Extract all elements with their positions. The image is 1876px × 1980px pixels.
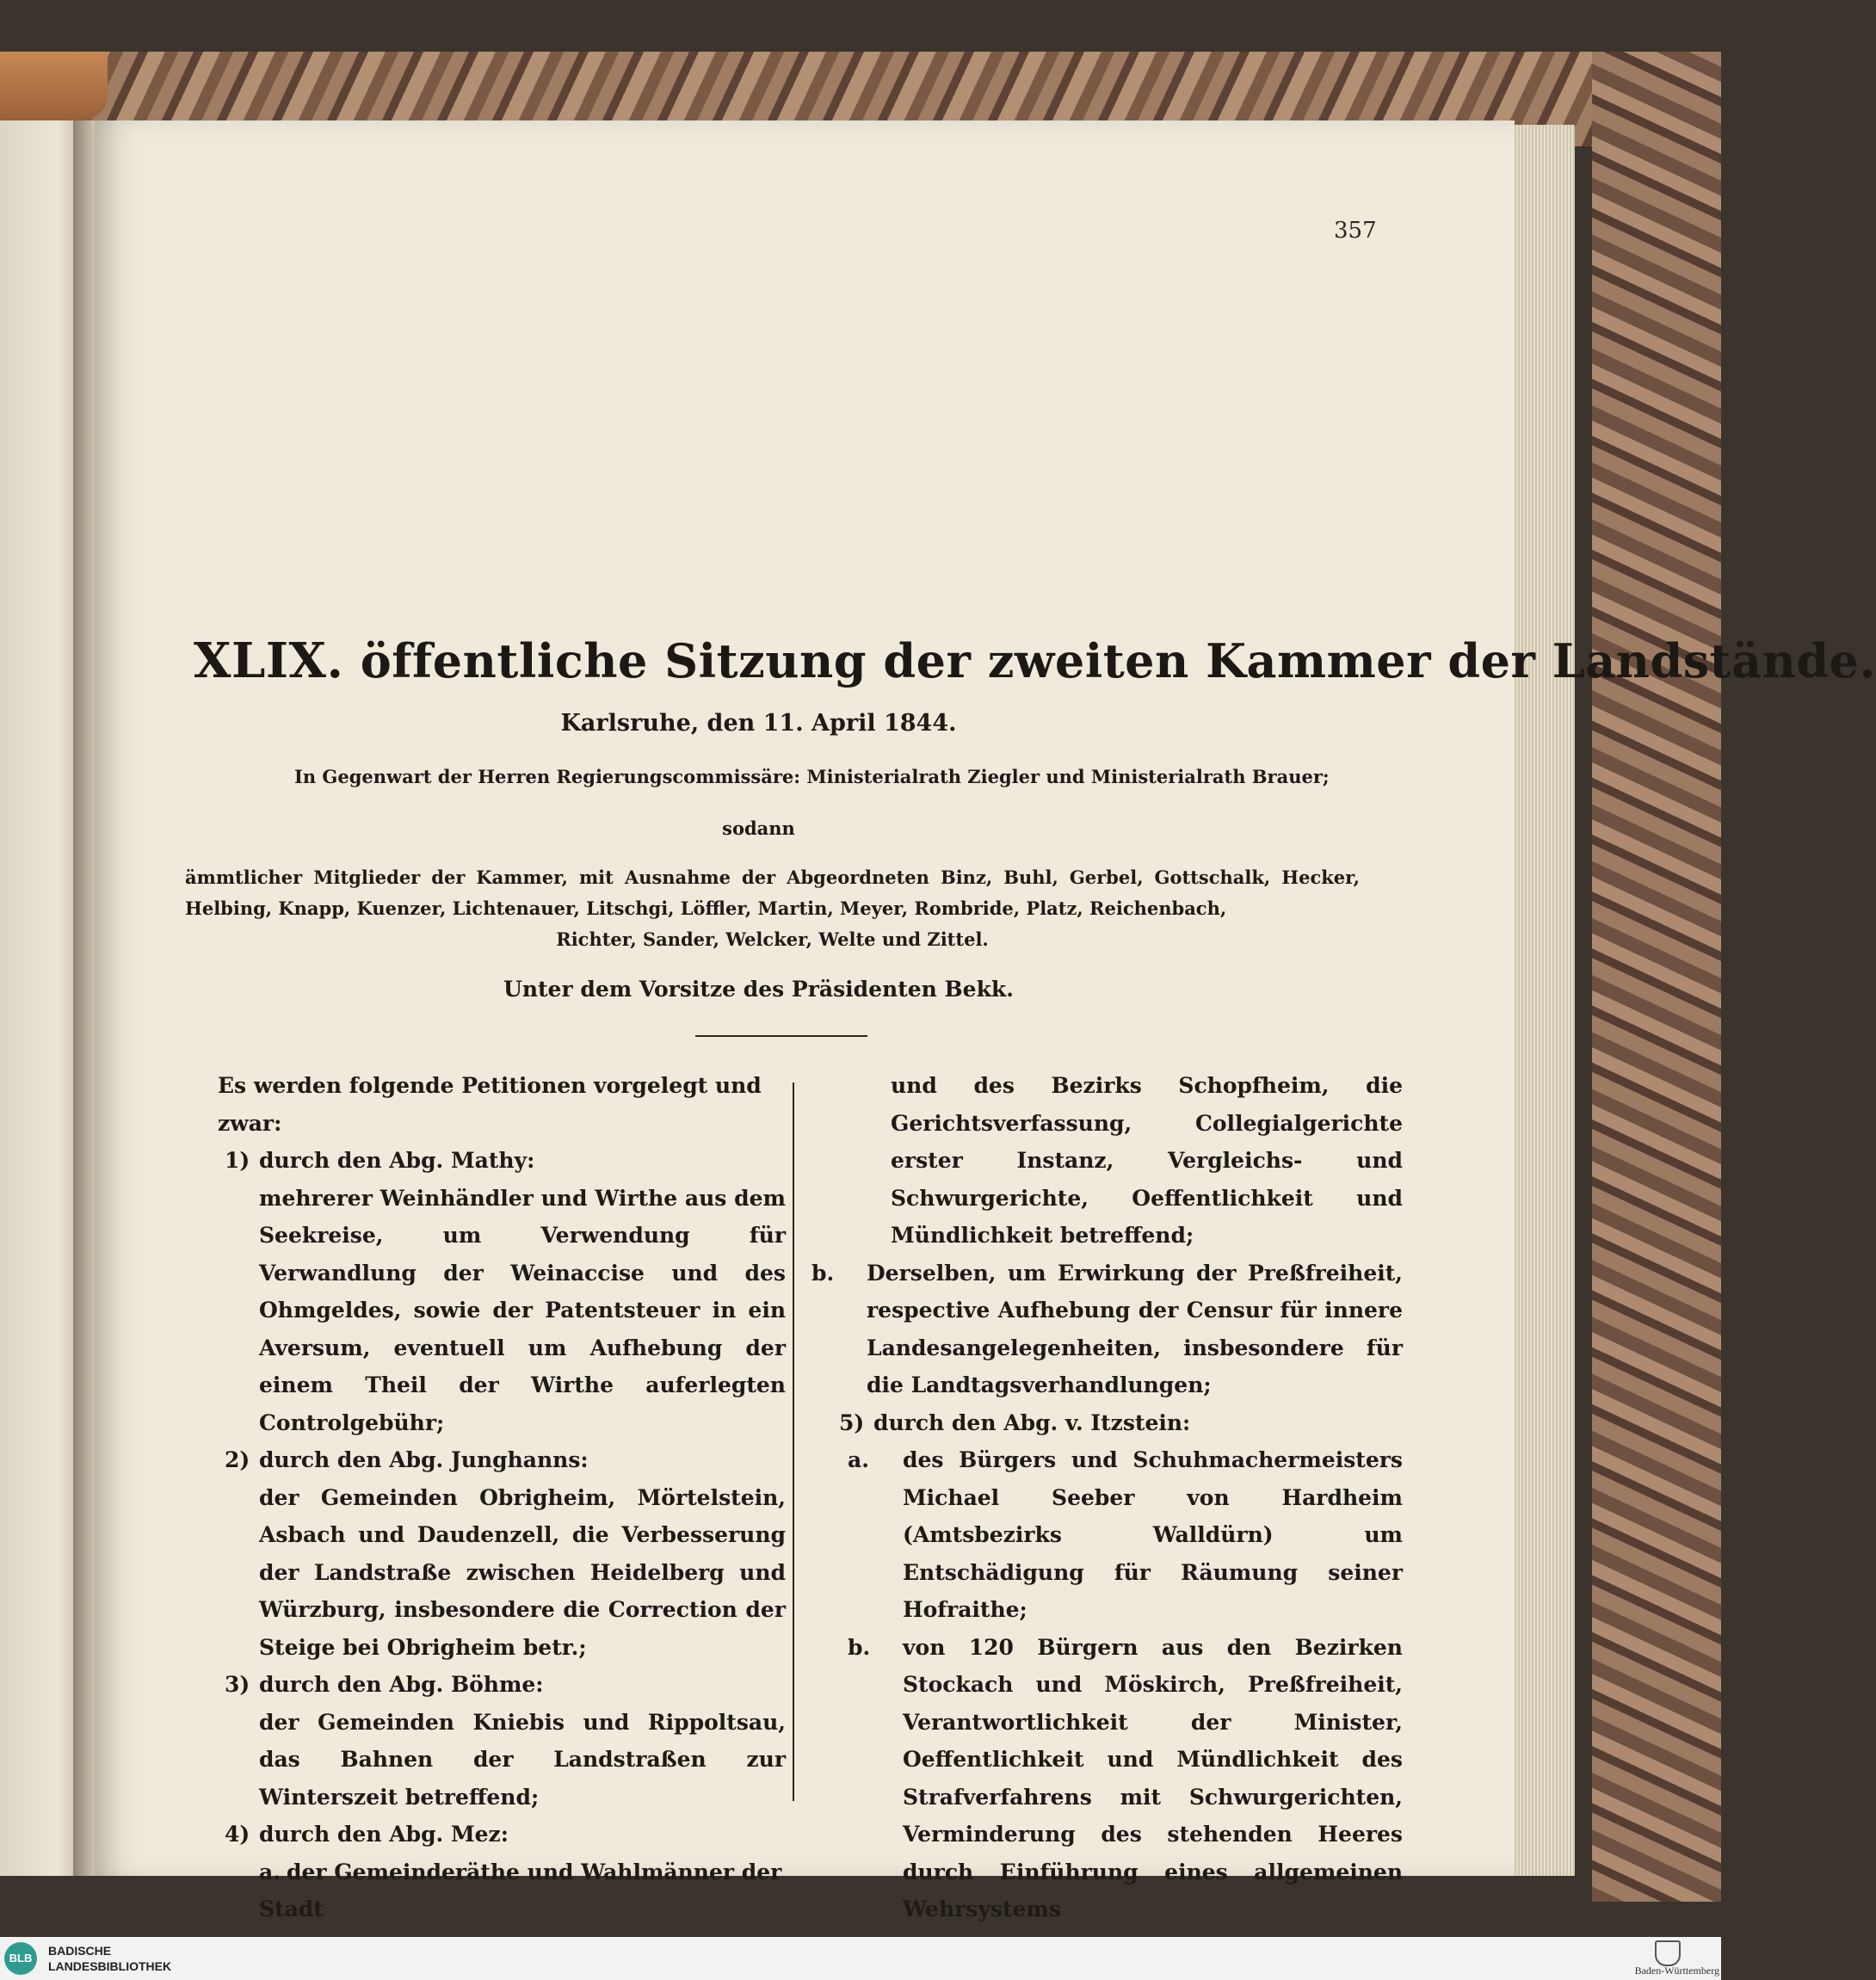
petitions-intro: Es werden folgende Petitionen vorgelegt und zwar: (218, 1073, 762, 1136)
item-1-body: mehrerer Weinhändler und Wirthe aus dem Seekreise, um Verwendung für Verwandlung der Weinaccise und des Ohmgeldes, sowie der Patentsteuer in ein Aversum, eventuell um Aufhebung der einem Theil der Wirthe auferlegten Controlgebühr; (259, 1185, 786, 1435)
state-label: Baden-Württemberg (1634, 1965, 1719, 1977)
item-2-number: 2) (225, 1447, 250, 1472)
chair-line: Unter dem Vorsitze des Präsidenten Bekk. (503, 977, 1014, 1002)
item-1-head (218, 1142, 786, 1180)
sodann-line: sodann (722, 817, 795, 839)
item-1-number: 1) (225, 1148, 250, 1173)
title-text: öffentliche Sitzung der zweiten Kammer der Landstände. (360, 633, 1876, 688)
item-2-head (218, 1441, 786, 1479)
item-4-head-text: durch den Abg. Mez: (259, 1822, 509, 1847)
item-4a (218, 1854, 786, 1928)
title-numeral: XLIX. (194, 632, 344, 689)
item-4b-label: b. (811, 1260, 835, 1286)
session-title (194, 632, 1876, 689)
wood-board-right (1592, 52, 1721, 1902)
item-1-head-text: durch den Abg. Mathy: (259, 1148, 535, 1173)
right-column (811, 1067, 1403, 1928)
library-name[interactable] (48, 1943, 171, 1974)
item-3-number: 3) (225, 1672, 250, 1697)
date-line: Karlsruhe, den 11. April 1844. (560, 710, 957, 737)
item-4-number: 4) (225, 1822, 250, 1847)
section-rule (695, 1035, 867, 1037)
item-4-head (218, 1816, 786, 1854)
item-2-head-text: durch den Abg. Junghanns: (259, 1447, 589, 1472)
item-3-head (218, 1666, 786, 1704)
state-crest-icon (1655, 1940, 1681, 1966)
item-5-head-text: durch den Abg. v. Itzstein: (873, 1409, 1191, 1435)
item-5-number: 5) (839, 1409, 865, 1435)
item-4a-label: a. (259, 1859, 281, 1884)
members-last-line: Richter, Sander, Welcker, Welte und Zittel. (556, 928, 989, 950)
item-2-body: der Gemeinden Obrigheim, Mörtelstein, Asbach und Daudenzell, die Verbesserung der Landstraße zwischen Heidelberg und Würzburg, insbesondere die Correction der Steige bei Obrigheim betr.; (259, 1484, 786, 1660)
leather-cover-corner (0, 52, 108, 120)
members-paragraph (185, 862, 1360, 955)
item-5-head (839, 1404, 1403, 1442)
column-divider (793, 1083, 794, 1801)
item-4b (811, 1255, 1403, 1404)
item-5a-text: des Bürgers und Schuhmachermeisters Michael Seeber von Hardheim (Amtsbezirks Walldürn) um Entschädigung für Räumung seiner Hofraithe; (903, 1447, 1403, 1622)
blb-logo[interactable]: BLB (4, 1942, 37, 1975)
item-3-body: der Gemeinden Kniebis und Rippoltsau, das Bahnen der Landstraßen zur Winterszeit betreffend; (259, 1709, 786, 1810)
members-text: ämmtlicher Mitglieder der Kammer, mit Ausnahme der Abgeordneten Binz, Buhl, Gerbel, Gottschalk, Hecker, Helbing, Knapp, Kuenzer, Lichtenauer, Litschgi, Löffler, Martin, Meyer, Rombride, Platz, Reichenbach, (185, 867, 1360, 919)
presence-line: In Gegenwart der Herren Regierungscommissäre: Ministerialrath Ziegler und Ministerialrath Brauer; (294, 766, 1330, 787)
item-5a (839, 1441, 1403, 1629)
left-column (218, 1067, 786, 1928)
item-4b-text: Derselben, um Erwirkung der Preßfreiheit, respective Aufhebung der Censur für innere Landesangelegenheiten, insbesondere für die Landtagsverhandlungen; (867, 1260, 1403, 1397)
item-5b-text: von 120 Bürgern aus den Bezirken Stockach und Möskirch, Preßfreiheit, Verantwortlichkeit der Minister, Oeffentlichkeit und Mündlichkeit des Strafverfahrens mit Schwurgerichten, Verminderung des stehenden Heeres durch Einführung eines allgemeinen Wehrsystems (903, 1634, 1403, 1921)
item-4a-continuation: und des Bezirks Schopfheim, die Gerichtsverfassung, Collegialgerichte erster Instanz, Vergleichs- und Schwurgerichte, Oeffentlichkeit und Mündlichkeit betreffend; (891, 1073, 1403, 1248)
viewer-footer (0, 1937, 1721, 1980)
library-name-line2: LANDESBIBLIOTHEK (48, 1959, 172, 1973)
item-5b-label: b. (848, 1634, 871, 1660)
item-4a-text: der Gemeinderäthe und Wahlmänner der Stadt (259, 1859, 782, 1921)
item-5a-label: a. (848, 1447, 869, 1472)
library-name-line1: BADISCHE (48, 1944, 112, 1958)
page-number: 357 (1334, 218, 1377, 244)
item-3-head-text: durch den Abg. Böhme: (259, 1672, 544, 1697)
item-5b (839, 1629, 1403, 1928)
